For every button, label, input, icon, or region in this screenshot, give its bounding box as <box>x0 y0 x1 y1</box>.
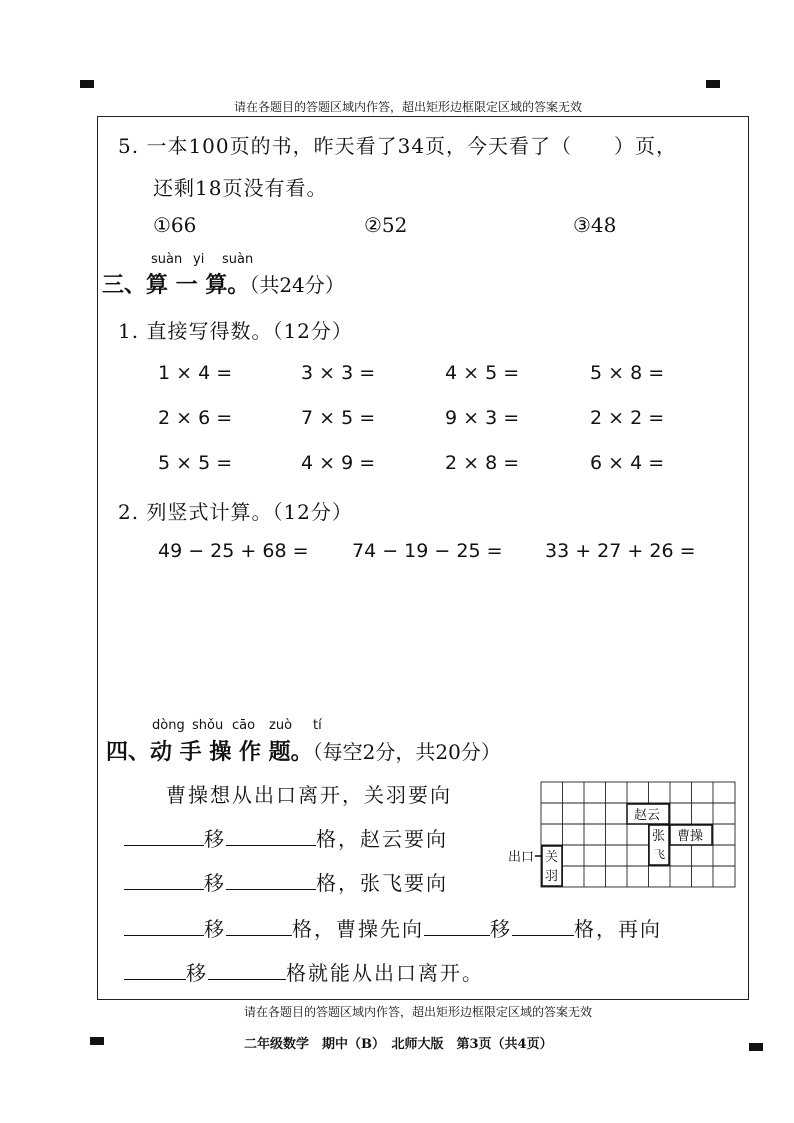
zhangfei-label-1: 张 <box>652 829 666 844</box>
guanyu-label-2: 羽 <box>545 869 559 884</box>
zhangfei-label-2: 飞 <box>654 848 665 861</box>
section4-pinyin-5: tí <box>313 718 322 733</box>
section3-score: （共24分） <box>249 273 345 297</box>
section4-line4 <box>124 913 662 942</box>
exit-label: 出口 <box>508 850 535 865</box>
registration-mark-bottom-left <box>90 1037 104 1045</box>
header-note: 请在各题目的答题区域内作答，超出矩形边框限定区域的答案无效 <box>234 100 583 114</box>
section4-score: （每空2分，共20分） <box>312 740 501 764</box>
section3-pinyin-1: suàn <box>151 252 183 267</box>
calc-1-2: 3 × 3 = <box>301 362 376 384</box>
answer-blank-7[interactable] <box>424 915 490 936</box>
zhaoyun-label: 赵云 <box>634 808 661 823</box>
huarongdao-grid <box>505 776 741 891</box>
calc-2-1: 2 × 6 = <box>158 407 233 429</box>
answer-blank-9[interactable] <box>124 959 186 980</box>
question5-line2: 还剩18页没有看。 <box>153 176 328 200</box>
text-grid-zhangfei: 格，张飞要向 <box>316 871 448 895</box>
section3-title-text: 三、算 一 算。 <box>102 272 250 298</box>
section4-line5 <box>124 957 484 986</box>
sub1-title: 1. 直接写得数。（12分） <box>118 319 353 343</box>
text-move: 移 <box>186 961 208 985</box>
text-move: 移 <box>204 917 226 941</box>
section4-line3 <box>124 867 448 896</box>
section3-pinyin-3: suàn <box>222 252 254 267</box>
answer-blank-3[interactable] <box>124 869 204 890</box>
text-move: 移 <box>204 827 226 851</box>
calc-1-4: 5 × 8 = <box>590 362 665 384</box>
calc-1-1: 1 × 4 = <box>158 362 233 384</box>
calc-2-3: 9 × 3 = <box>445 407 520 429</box>
calc-3-2: 4 × 9 = <box>301 452 376 474</box>
text-exit: 格就能从出口离开。 <box>286 961 484 985</box>
footer-note: 请在各题目的答题区域内作答，超出矩形边框限定区域的答案无效 <box>244 1005 593 1019</box>
calc-3-3: 2 × 8 = <box>445 452 520 474</box>
section4-pinyin-1: dòng <box>152 718 185 733</box>
calc-3-1: 5 × 5 = <box>158 452 233 474</box>
calc-2-2: 7 × 5 = <box>301 407 376 429</box>
text-move: 移 <box>490 917 512 941</box>
vertical-calc-3: 33 + 27 + 26 = <box>545 540 696 562</box>
registration-mark-top-left <box>80 80 94 88</box>
section4-line2 <box>124 823 448 852</box>
calc-2-4: 2 × 2 = <box>590 407 665 429</box>
calc-3-4: 6 × 4 = <box>590 452 665 474</box>
vertical-calc-1: 49 − 25 + 68 = <box>158 540 309 562</box>
answer-blank-4[interactable] <box>226 869 316 890</box>
registration-mark-top-right <box>706 80 720 88</box>
caocao-label: 曹操 <box>677 829 704 844</box>
question5-option-3[interactable]: ③48 <box>573 213 617 237</box>
question5-option-1[interactable]: ①66 <box>153 213 197 237</box>
text-move: 移 <box>204 871 226 895</box>
guanyu-label-1: 关 <box>545 850 559 865</box>
text-grid-then: 格，再向 <box>574 917 662 941</box>
answer-blank-8[interactable] <box>512 915 574 936</box>
registration-mark-bottom-right <box>749 1043 763 1051</box>
text-grid-zhaoyun: 格，赵云要向 <box>316 827 448 851</box>
answer-blank-2[interactable] <box>226 825 316 846</box>
section4-line1: 曹操想从出口离开，关羽要向 <box>166 783 452 807</box>
section4-pinyin-2: shǒu <box>192 718 224 733</box>
section4-pinyin-4: zuò <box>269 718 293 733</box>
section4-pinyin-3: cāo <box>232 718 256 733</box>
section4-title-text: 四、动 手 操 作 题。 <box>106 739 313 765</box>
question5-line1: 5. 一本100页的书，昨天看了34页，今天看了（ ）页， <box>118 134 678 158</box>
section3-pinyin-2: yi <box>193 252 205 267</box>
vertical-calc-2: 74 − 19 − 25 = <box>352 540 503 562</box>
calc-1-3: 4 × 5 = <box>445 362 520 384</box>
section4-title <box>106 735 501 766</box>
question5-option-2[interactable]: ②52 <box>364 213 408 237</box>
page-footer: 二年级数学 期中（B） 北师大版 第3页（共4页） <box>244 1037 553 1052</box>
section3-title <box>102 268 345 299</box>
text-grid-caocao: 格，曹操先向 <box>292 917 424 941</box>
answer-blank-1[interactable] <box>124 825 204 846</box>
sub2-title: 2. 列竖式计算。（12分） <box>118 500 353 524</box>
answer-blank-5[interactable] <box>124 915 204 936</box>
answer-blank-6[interactable] <box>226 915 292 936</box>
answer-blank-10[interactable] <box>208 959 286 980</box>
